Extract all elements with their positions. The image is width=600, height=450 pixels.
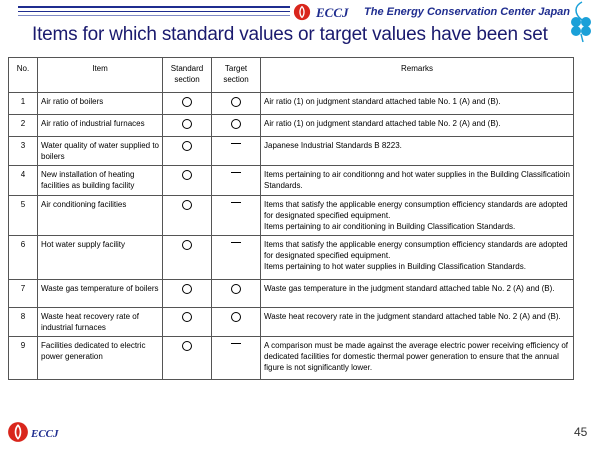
dash-mark-icon [231, 242, 241, 243]
header-logo-text: ECCJ [316, 5, 349, 20]
target-cell [212, 93, 261, 115]
row-remarks: Waste gas temperature in the judgment standard attached table No. 2 (A) and (B). [261, 280, 574, 308]
dash-mark-icon [231, 172, 241, 173]
header-no: No. [9, 58, 38, 93]
header-rule [18, 11, 290, 12]
clover-icon [562, 0, 600, 44]
dash-mark-icon [231, 343, 241, 344]
circle-mark-icon [182, 97, 192, 107]
dash-mark-icon [231, 202, 241, 203]
target-cell [212, 280, 261, 308]
row-number: 7 [9, 280, 38, 308]
target-cell [212, 196, 261, 236]
row-item: Air ratio of industrial furnaces [38, 115, 163, 137]
circle-mark-icon [231, 97, 241, 107]
circle-mark-icon [231, 119, 241, 129]
row-number: 8 [9, 308, 38, 337]
row-item: New installation of heating facilities as building facility [38, 166, 163, 196]
table-row [9, 137, 574, 166]
circle-mark-icon [182, 312, 192, 322]
row-item: Air conditioning facilities [38, 196, 163, 236]
row-number: 5 [9, 196, 38, 236]
row-item: Waste gas temperature of boilers [38, 280, 163, 308]
circle-mark-icon [182, 170, 192, 180]
row-remarks: Japanese Industrial Standards B 8223. [261, 137, 574, 166]
row-remarks: Air ratio (1) on judgment standard attached table No. 2 (A) and (B). [261, 115, 574, 137]
row-remarks: Items that satisfy the applicable energy consumption efficiency standards are adopted for designated specified equipment. Items pertaining to air conditioning in Building Classification Standards. [261, 196, 574, 236]
header-rule-thick [18, 6, 290, 8]
circle-mark-icon [182, 200, 192, 210]
target-cell [212, 308, 261, 337]
header-remarks: Remarks [261, 58, 574, 93]
table-row [9, 115, 574, 137]
circle-mark-icon [182, 284, 192, 294]
standard-cell [163, 308, 212, 337]
row-number: 1 [9, 93, 38, 115]
standard-cell [163, 137, 212, 166]
table-header-row [9, 58, 574, 93]
row-item: Air ratio of boilers [38, 93, 163, 115]
organization-name: The Energy Conservation Center Japan [364, 6, 570, 18]
circle-mark-icon [182, 119, 192, 129]
table-row [9, 308, 574, 337]
eccj-footer-logo-icon [7, 421, 29, 443]
table-row [9, 166, 574, 196]
row-number: 3 [9, 137, 38, 166]
standard-cell [163, 337, 212, 380]
row-item: Waste heat recovery rate of industrial furnaces [38, 308, 163, 337]
standard-cell [163, 280, 212, 308]
dash-mark-icon [231, 143, 241, 144]
row-number: 9 [9, 337, 38, 380]
row-number: 6 [9, 236, 38, 280]
table-row [9, 236, 574, 280]
eccj-logo-icon [293, 3, 311, 21]
row-number: 4 [9, 166, 38, 196]
row-remarks: Items that satisfy the applicable energy consumption efficiency standards are adopted for designated specified equipment. Items pertaining to hot water supplies in Building Classification Standards. [261, 236, 574, 280]
standard-cell [163, 115, 212, 137]
target-cell [212, 166, 261, 196]
standard-cell [163, 196, 212, 236]
target-cell [212, 337, 261, 380]
slide-title: Items for which standard values or target values have been set [32, 24, 548, 45]
row-remarks: A comparison must be made against the average electric power receiving efficiency of dedicated facilities for domestic thermal power generation to ensure that the annual figure is not significantly lower. [261, 337, 574, 380]
standard-cell [163, 93, 212, 115]
footer-logo-text: ECCJ [31, 428, 59, 440]
row-item: Hot water supply facility [38, 236, 163, 280]
row-remarks: Items pertaining to air conditionng and hot water supplies in the Building Classificatioin Standards. [261, 166, 574, 196]
target-cell [212, 115, 261, 137]
row-item: Water quality of water supplied to boilers [38, 137, 163, 166]
standard-cell [163, 236, 212, 280]
table-row [9, 337, 574, 380]
circle-mark-icon [182, 341, 192, 351]
table-row [9, 196, 574, 236]
circle-mark-icon [182, 141, 192, 151]
page-number: 45 [574, 425, 588, 439]
row-remarks: Air ratio (1) on judgment standard attached table No. 1 (A) and (B). [261, 93, 574, 115]
circle-mark-icon [182, 240, 192, 250]
header-rule-thin [18, 15, 290, 16]
table-row [9, 280, 574, 308]
circle-mark-icon [231, 312, 241, 322]
target-cell [212, 137, 261, 166]
row-remarks: Waste heat recovery rate in the judgment standard attached table No. 2 (A) and (B). [261, 308, 574, 337]
table-body [9, 93, 574, 380]
header-standard: Standard section [163, 58, 212, 93]
circle-mark-icon [231, 284, 241, 294]
standards-table [8, 57, 574, 380]
target-cell [212, 236, 261, 280]
row-number: 2 [9, 115, 38, 137]
header-item: Item [38, 58, 163, 93]
standard-cell [163, 166, 212, 196]
row-item: Facilities dedicated to electric power generation [38, 337, 163, 380]
table-row [9, 93, 574, 115]
header-target: Target section [212, 58, 261, 93]
